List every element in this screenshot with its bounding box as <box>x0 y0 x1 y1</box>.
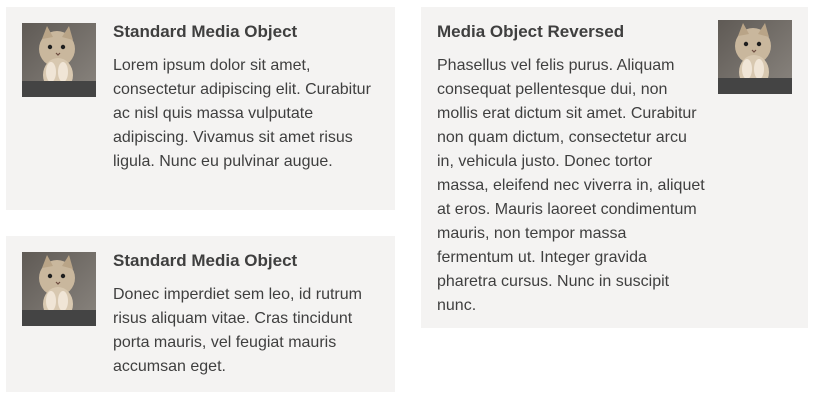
media-object-reversed <box>421 7 808 328</box>
media-object-body: Phasellus vel felis purus. Aliquam consequat pellentesque dui, non mollis erat dictum sit amet. Curabitur non quam dictum, consectetur arcu in, vehicula justo. Donec tortor massa, eleifend nec viverra in, aliquet at eros. Mauris laoreet condimentum mauris, non tempor massa fermentum ut. Integer gravida pharetra cursus. Nunc in suscipit nunc. <box>437 57 705 314</box>
media-object-title: Standard Media Object <box>113 22 298 41</box>
kitten-photo-icon <box>718 20 792 94</box>
media-object-title: Standard Media Object <box>113 251 298 270</box>
media-object-content <box>113 20 385 174</box>
media-object-standard-2 <box>6 236 395 392</box>
media-object-content <box>437 20 707 318</box>
kitten-photo-icon <box>22 23 96 97</box>
media-object-content <box>113 249 385 379</box>
media-object-body: Lorem ipsum dolor sit amet, consectetur adipiscing elit. Curabitur ac nisl quis massa vulputate adipiscing. Vivamus sit amet risus ligula. Nunc eu pulvinar augue. <box>113 57 371 170</box>
media-object-title: Media Object Reversed <box>437 22 625 41</box>
media-object-standard-1 <box>6 7 395 210</box>
kitten-photo-icon <box>22 252 96 326</box>
media-object-body: Donec imperdiet sem leo, id rutrum risus aliquam vitae. Cras tincidunt porta mauris, vel feugiat mauris accumsan eget. <box>113 286 362 375</box>
